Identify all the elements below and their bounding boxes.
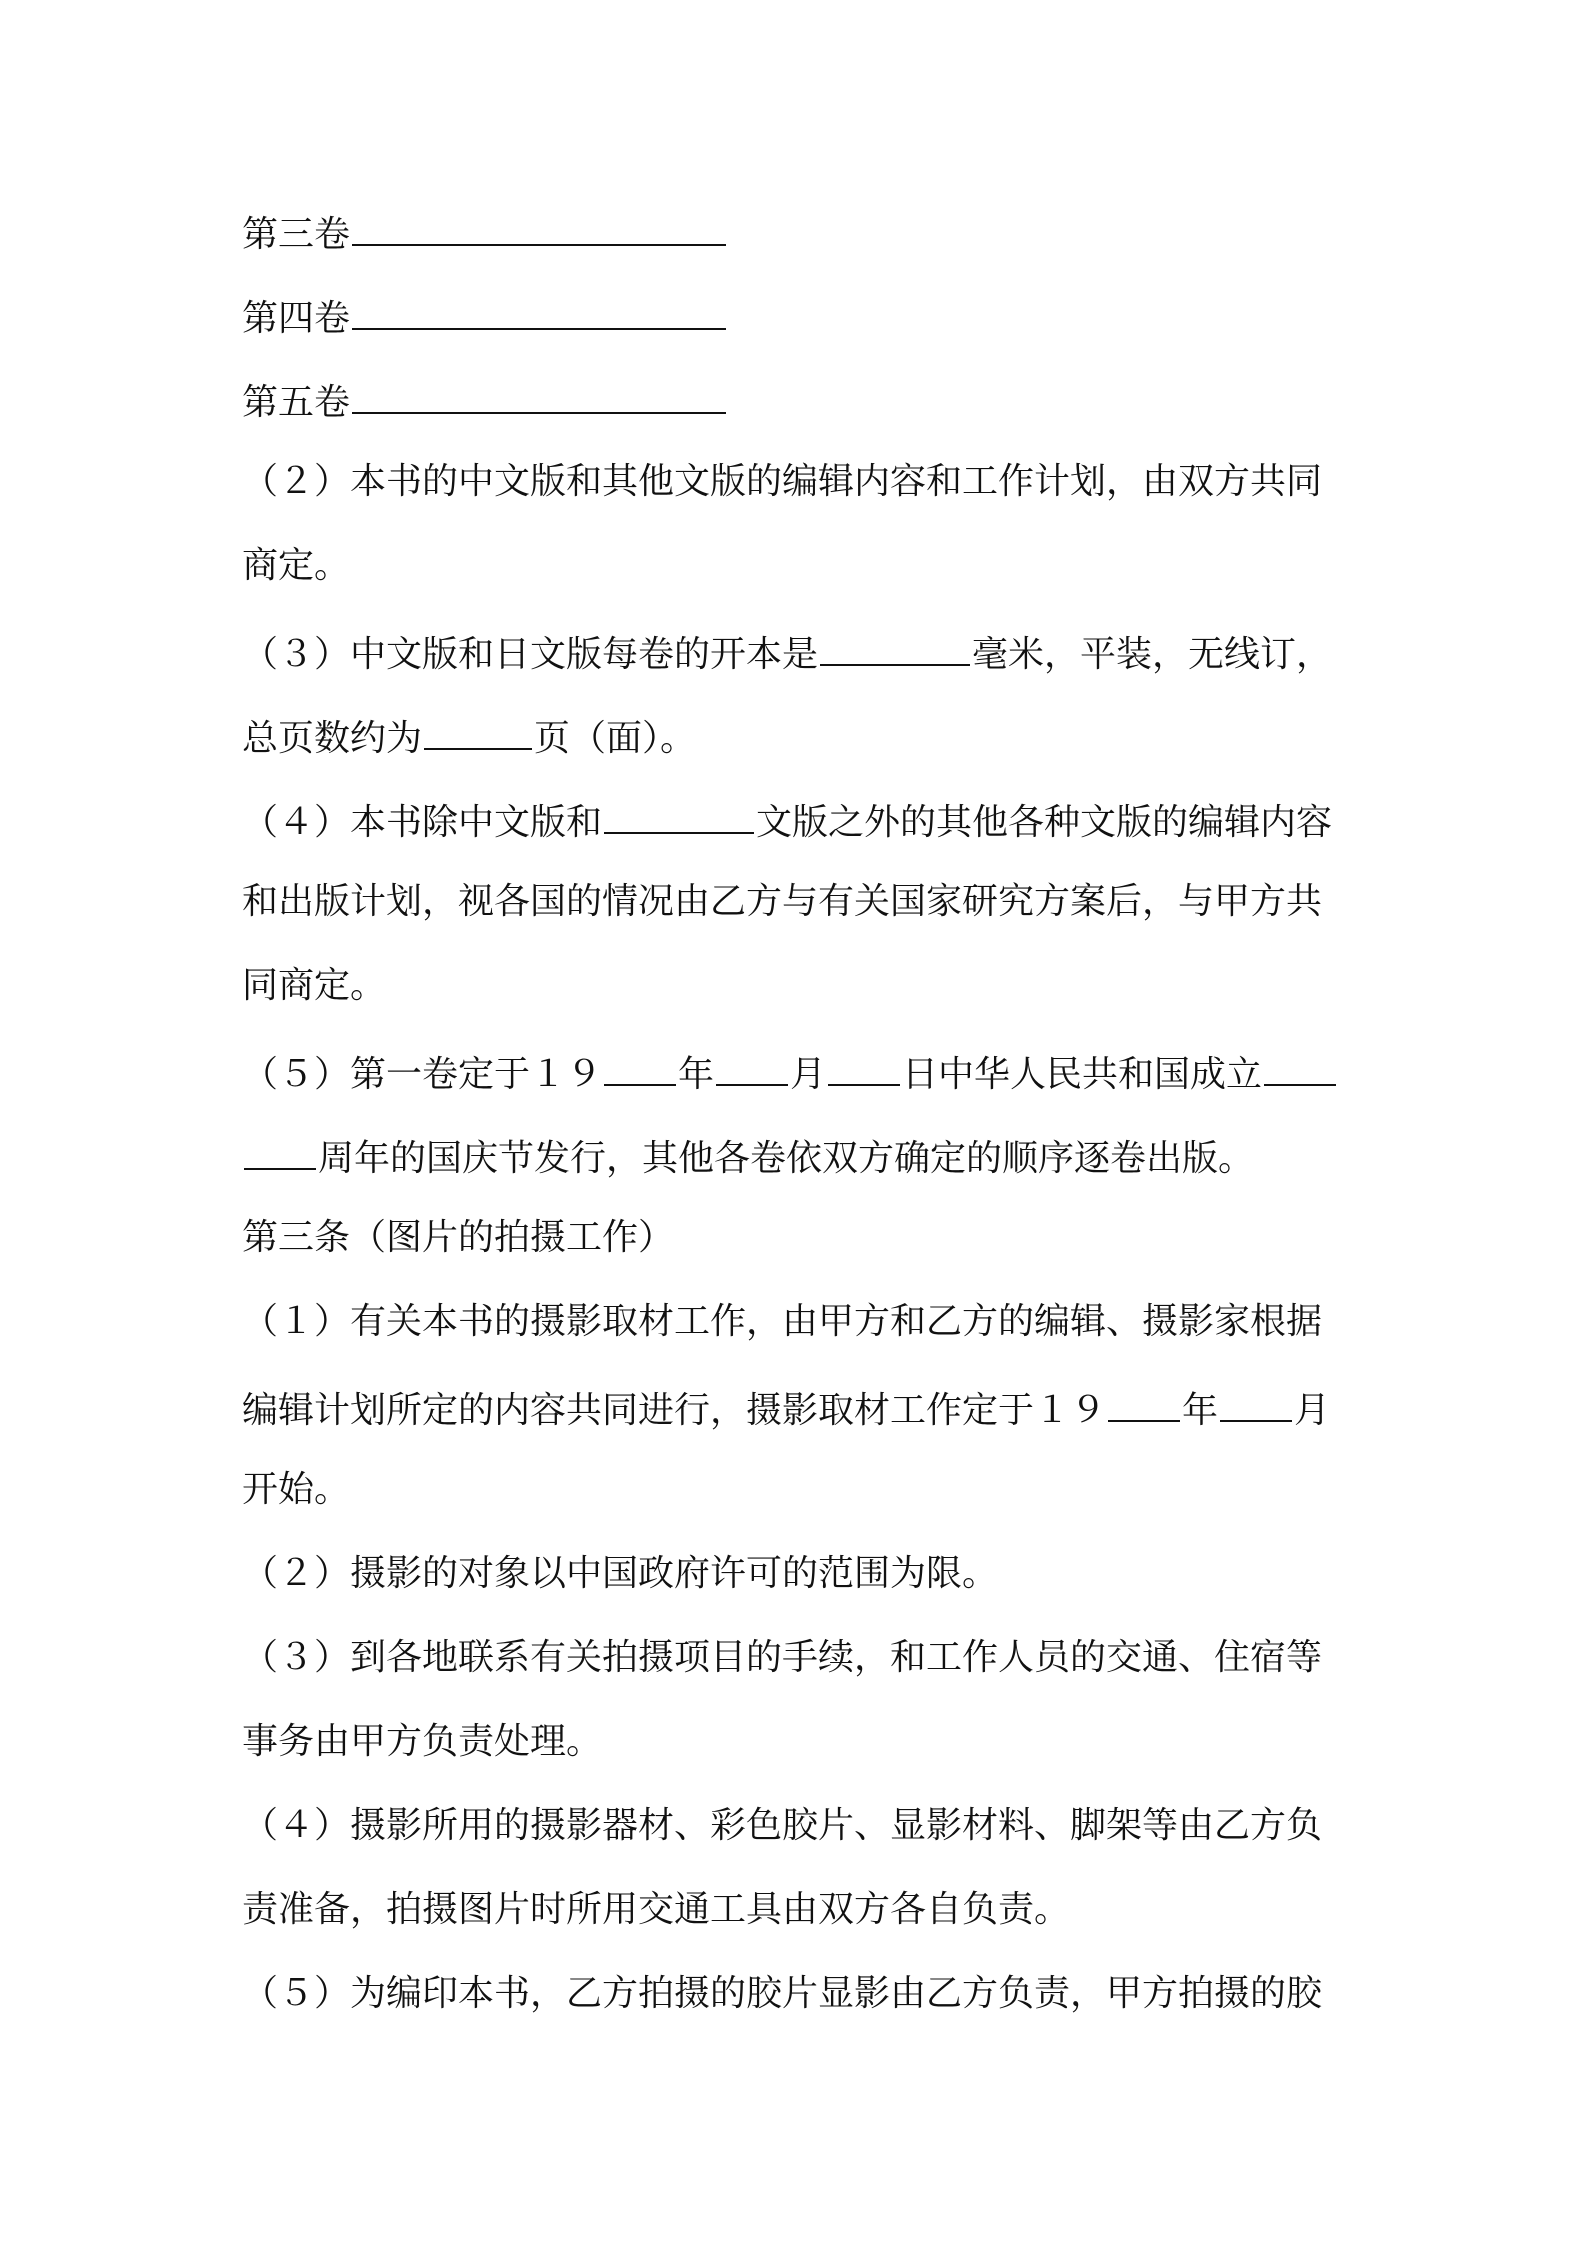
paragraph-line: （３）中文版和日文版每卷的开本是 毫米，平装，无线订，	[242, 620, 1362, 680]
paragraph-line: 事务由甲方负责处理。	[242, 1721, 603, 1762]
format-size-blank	[820, 620, 970, 666]
volume-4-line	[242, 284, 1362, 344]
volume-5-label: 第五卷	[242, 382, 351, 423]
anniversary-blank	[1264, 1040, 1336, 1086]
paragraph-line: （３）到各地联系有关拍摄项目的手续，和工作人员的交通、住宿等	[242, 1637, 1323, 1678]
paragraph-line: 周年的国庆节发行，其他各卷依双方确定的顺序逐卷出版。	[242, 1124, 1362, 1184]
paragraph-line: 和出版计划，视各国的情况由乙方与有关国家研究方案后，与甲方共	[242, 881, 1323, 922]
paragraph-line: 开始。	[242, 1469, 351, 1510]
paragraph-line: （２）本书的中文版和其他文版的编辑内容和工作计划，由双方共同	[242, 461, 1323, 502]
paragraph-line: 总页数约为 页（面）。	[242, 704, 1362, 764]
paragraph-line: 商定。	[242, 545, 351, 586]
paragraph-line: （４）摄影所用的摄影器材、彩色胶片、显影材料、脚架等由乙方负	[242, 1805, 1323, 1846]
section-heading: 第三条（图片的拍摄工作）	[242, 1217, 675, 1258]
year-blank	[1108, 1376, 1180, 1422]
paragraph-line: （１）有关本书的摄影取材工作，由甲方和乙方的编辑、摄影家根据	[242, 1301, 1323, 1342]
volume-5-blank	[352, 368, 726, 414]
volume-3-blank	[352, 200, 726, 246]
page-count-blank	[424, 704, 532, 750]
volume-4-label: 第四卷	[242, 298, 351, 339]
volume-3-label: 第三卷	[242, 214, 351, 255]
paragraph-line: （５）为编印本书，乙方拍摄的胶片显影由乙方负责，甲方拍摄的胶	[242, 1973, 1323, 2014]
paragraph-line: 编辑计划所定的内容共同进行，摄影取材工作定于１９ 年 月	[242, 1376, 1362, 1436]
month-blank	[716, 1040, 788, 1086]
volume-5-line	[242, 368, 1362, 428]
edition-language-blank	[604, 788, 754, 834]
anniversary-blank-cont	[244, 1124, 316, 1170]
paragraph-line: 同商定。	[242, 965, 387, 1006]
day-blank	[828, 1040, 900, 1086]
paragraph-line: （４）本书除中文版和 文版之外的其他各种文版的编辑内容	[242, 788, 1362, 848]
paragraph-line: 责准备，拍摄图片时所用交通工具由双方各自负责。	[242, 1889, 1071, 1930]
volume-4-blank	[352, 284, 726, 330]
paragraph-line: （５）第一卷定于１９ 年 月 日中华人民共和国成立	[242, 1040, 1362, 1100]
paragraph-line: （２）摄影的对象以中国政府许可的范围为限。	[242, 1553, 999, 1594]
year-blank	[604, 1040, 676, 1086]
volume-3-line	[242, 200, 1362, 260]
month-blank	[1220, 1376, 1292, 1422]
